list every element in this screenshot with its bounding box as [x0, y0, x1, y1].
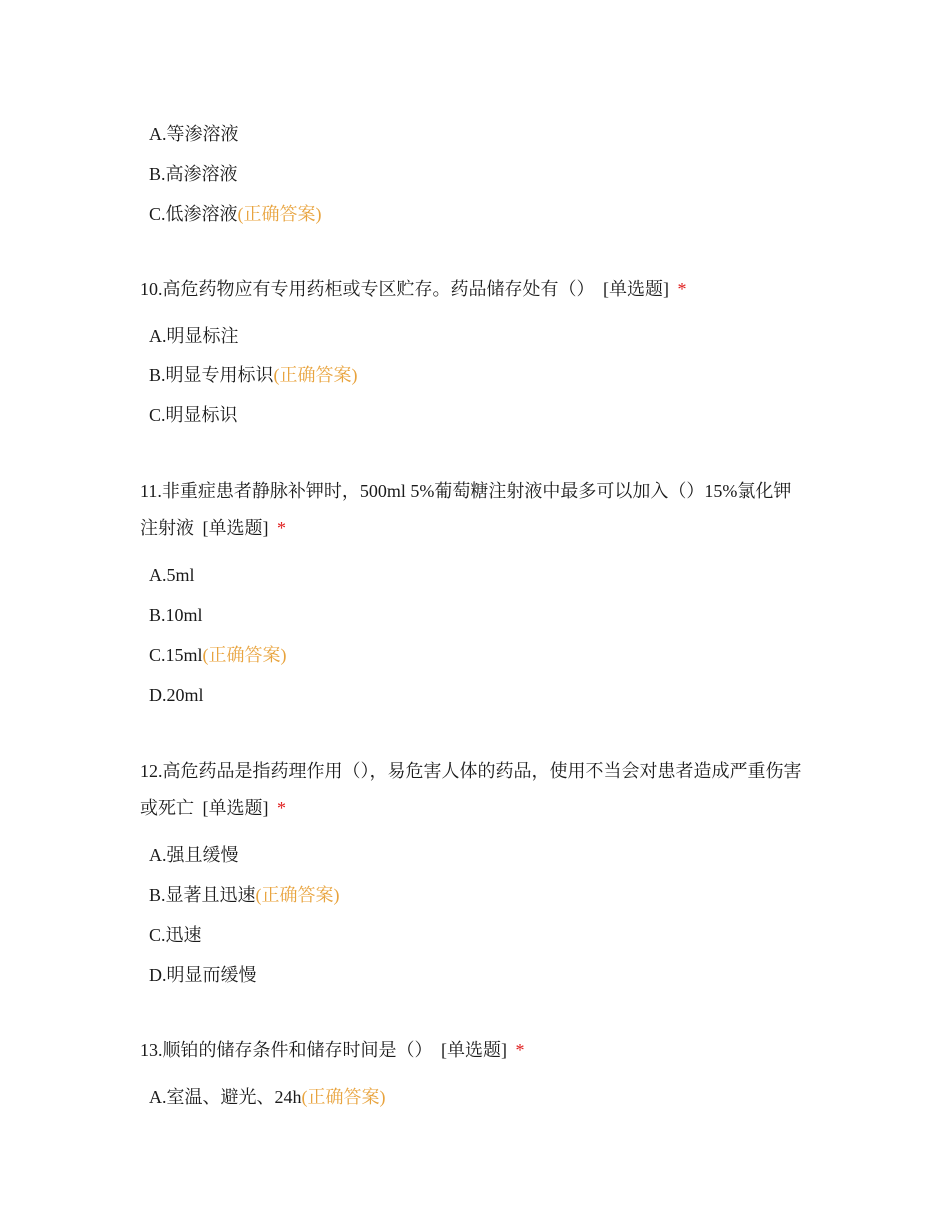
option-label: A.等渗溶液 — [149, 124, 239, 144]
q9-option-a[interactable] — [149, 122, 239, 146]
question-text: 10.高危药物应有专用药柜或专区贮存。药品储存处有（） — [140, 279, 595, 299]
q11-option-c[interactable] — [149, 643, 287, 667]
option-label: B.10ml — [149, 605, 203, 625]
question-text: 11.非重症患者静脉补钾时，500ml 5%葡萄糖注射液中最多可以加入（）15%氯化钾注射液 — [140, 481, 792, 538]
required-mark: * — [277, 518, 286, 538]
question-text: 12.高危药品是指药理作用（），易危害人体的药品，使用不当会对患者造成严重伤害或死亡 — [140, 761, 802, 818]
q12-title — [140, 753, 805, 827]
q10-option-c[interactable] — [149, 403, 238, 427]
option-label: D.明显而缓慢 — [149, 965, 257, 985]
required-mark: * — [677, 279, 687, 299]
option-label: D.20ml — [149, 685, 204, 705]
required-mark: * — [277, 798, 286, 818]
q12-option-c[interactable] — [149, 923, 202, 947]
option-label: C.明显标识 — [149, 405, 238, 425]
q9-option-b[interactable] — [149, 162, 238, 186]
q9-option-c[interactable] — [149, 202, 322, 226]
correct-answer-mark: (正确答案) — [301, 1087, 386, 1107]
question-type: [单选题] — [441, 1040, 507, 1060]
required-mark: * — [515, 1040, 525, 1060]
option-label: B.明显专用标识 — [149, 365, 274, 385]
correct-answer-mark: (正确答案) — [273, 365, 358, 385]
q11-option-b[interactable] — [149, 603, 203, 627]
q12-option-a[interactable] — [149, 843, 239, 867]
q12-option-d[interactable] — [149, 963, 257, 987]
question-type: [单选题] — [202, 798, 269, 818]
q11-option-d[interactable] — [149, 683, 204, 707]
option-label: B.显著且迅速 — [149, 885, 256, 905]
option-label: C.低渗溶液 — [149, 204, 238, 224]
q12-option-b[interactable] — [149, 883, 340, 907]
q11-title — [140, 473, 805, 547]
correct-answer-mark: (正确答案) — [237, 204, 322, 224]
option-label: A.室温、避光、24h — [149, 1087, 302, 1107]
option-label: A.强且缓慢 — [149, 845, 239, 865]
question-text: 13.顺铂的储存条件和储存时间是（） — [140, 1040, 433, 1060]
q10-option-a[interactable] — [149, 324, 239, 348]
q10-option-b[interactable] — [149, 363, 358, 387]
option-label: B.高渗溶液 — [149, 164, 238, 184]
correct-answer-mark: (正确答案) — [202, 645, 287, 665]
q11-option-a[interactable] — [149, 563, 195, 587]
question-type: [单选题] — [603, 279, 669, 299]
option-label: C.迅速 — [149, 925, 202, 945]
q13-title — [140, 1032, 805, 1069]
correct-answer-mark: (正确答案) — [255, 885, 340, 905]
q10-title — [140, 271, 805, 308]
option-label: A.明显标注 — [149, 326, 239, 346]
option-label: C.15ml — [149, 645, 203, 665]
option-label: A.5ml — [149, 565, 195, 585]
q13-option-a[interactable] — [149, 1085, 386, 1109]
question-type: [单选题] — [202, 518, 269, 538]
